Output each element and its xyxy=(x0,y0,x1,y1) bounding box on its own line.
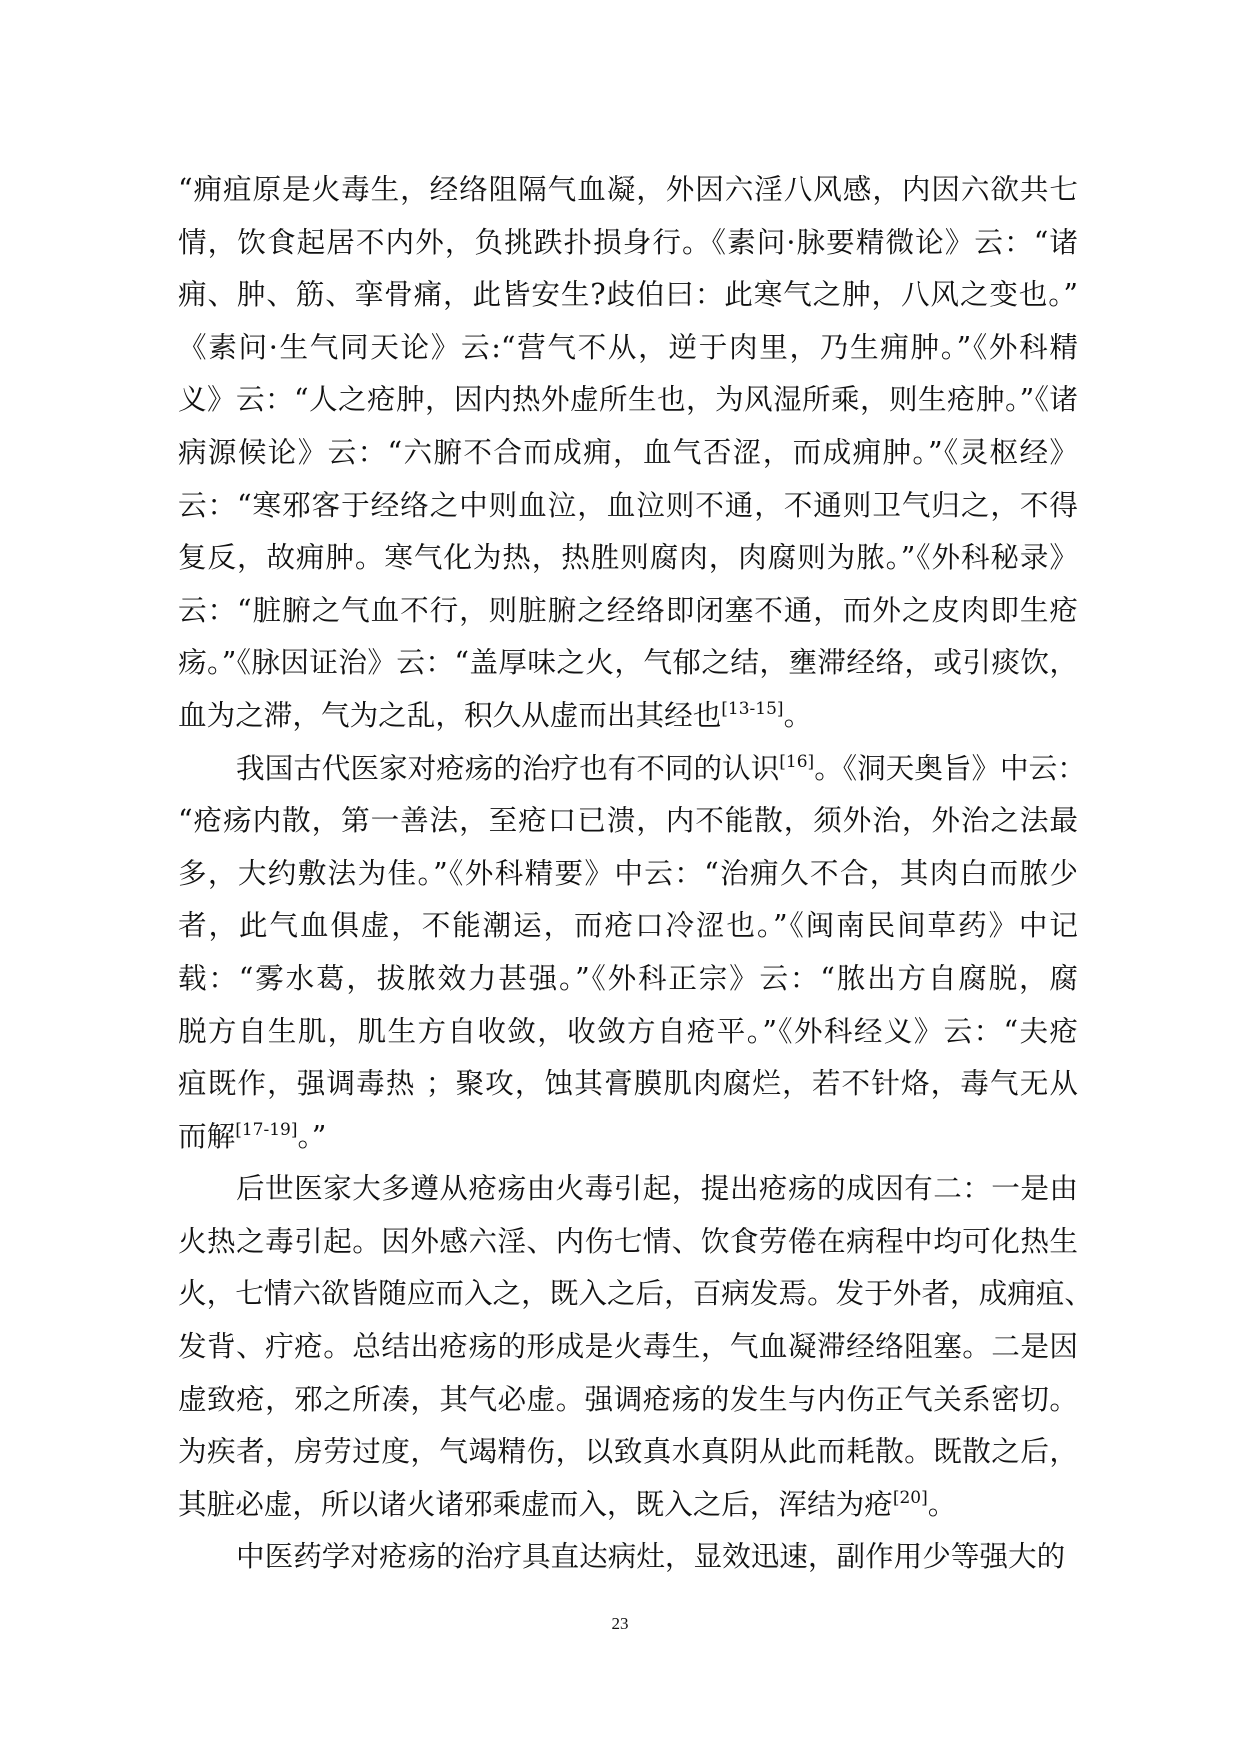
text-segment: 而解 xyxy=(178,1118,236,1153)
text-line xyxy=(178,1110,1078,1163)
text-segment: 中医药学对疮疡的治疗具直达病灶，显效迅速，副作用少等强大的 xyxy=(236,1539,1066,1574)
text-segment: 疡。”《脉因证治》云：“盖厚味之火，气郁之结，壅滞经络，或引痰饮， xyxy=(178,645,1078,680)
text-segment: 疽既作，强调毒热 ；聚攻，蚀其膏膜肌肉腐烂，若不针烙，毒气无从 xyxy=(178,1066,1078,1101)
text-line xyxy=(178,584,1078,637)
text-line xyxy=(178,479,1078,532)
text-line xyxy=(178,373,1078,426)
text-segment: 义》云：“人之疮肿，因内热外虚所生也，为风湿所乘，则生疮肿。”《诸 xyxy=(178,382,1078,417)
text-segment: 多，大约敷法为佳。”《外科精要》中云：“治痈久不合，其肉白而脓少 xyxy=(178,855,1078,890)
text-line xyxy=(178,163,1078,216)
text-segment: 。 xyxy=(783,697,813,732)
text-line xyxy=(178,531,1078,584)
text-segment: 血为之滞，气为之乱，积久从虚而出其经也 xyxy=(178,697,722,732)
text-segment: 病源候论》云：“六腑不合而成痈，血气否涩，而成痈肿。”《灵枢经》 xyxy=(178,434,1078,469)
citation-superscript: [17-19] xyxy=(235,1119,298,1140)
paragraph xyxy=(178,163,1078,742)
text-line xyxy=(178,1530,1078,1583)
text-line xyxy=(178,1005,1078,1058)
body-text xyxy=(178,163,1094,1583)
text-segment: 发背、疔疮。总结出疮疡的形成是火毒生，气血凝滞经络阻塞。二是因 xyxy=(178,1329,1078,1364)
page-number: 23 xyxy=(611,1614,629,1633)
paragraph xyxy=(178,1530,1078,1583)
text-line xyxy=(178,952,1078,1005)
text-line xyxy=(178,689,1078,742)
citation-superscript: [13-15] xyxy=(721,698,784,719)
text-line xyxy=(178,1320,1078,1373)
text-segment: 虚致疮，邪之所凑，其气必虚。强调疮疡的发生与内伤正气关系密切。 xyxy=(178,1381,1078,1416)
text-segment: 为疾者，房劳过度，气竭精伤，以致真水真阴从此而耗散。既散之后， xyxy=(178,1434,1078,1469)
text-line xyxy=(178,1425,1078,1478)
text-line xyxy=(178,899,1078,952)
text-segment: 其脏必虚，所以诸火诸邪乘虚而入，既入之后，浑结为疮 xyxy=(178,1486,893,1521)
text-segment: 《素问·生气同天论》云:“营气不从，逆于肉里，乃生痈肿。”《外科精 xyxy=(178,329,1078,364)
text-line xyxy=(178,1215,1078,1268)
text-segment: 复反，故痈肿。寒气化为热，热胜则腐肉，肉腐则为脓。”《外科秘录》 xyxy=(178,540,1078,575)
text-line xyxy=(178,1478,1078,1531)
text-segment: 云：“脏腑之气血不行，则脏腑之经络即闭塞不通，而外之皮肉即生疮 xyxy=(178,592,1078,627)
text-segment: 火热之毒引起。因外感六淫、内伤七情、饮食劳倦在病程中均可化热生 xyxy=(178,1223,1078,1258)
text-segment: 后世医家大多遵从疮疡由火毒引起，提出疮疡的成因有二：一是由 xyxy=(236,1171,1078,1206)
text-segment: 载：“雾水葛，拔脓效力甚强。”《外科正宗》云：“脓出方自腐脱，腐 xyxy=(178,960,1078,995)
text-segment: 。《洞天奥旨》中云： xyxy=(814,750,1086,785)
text-segment: “痈疽原是火毒生，经络阻隔气血凝，外因六淫八风感，内因六欲共七 xyxy=(178,172,1078,206)
text-line xyxy=(178,1057,1078,1110)
text-segment: 。” xyxy=(297,1118,327,1153)
text-line xyxy=(178,426,1078,479)
citation-superscript: [16] xyxy=(779,751,815,772)
text-segment: 者，此气血俱虚，不能潮运，而疮口冷涩也。”《闽南民间草药》中记 xyxy=(178,908,1078,943)
text-segment: 痈、肿、筋、挛骨痛，此皆安生?歧伯曰：此寒气之肿，八风之变也。” xyxy=(178,277,1078,312)
text-line xyxy=(178,636,1078,689)
text-line xyxy=(178,742,1086,795)
text-segment: 我国古代医家对疮疡的治疗也有不同的认识 xyxy=(236,750,780,785)
text-line xyxy=(178,1267,1094,1320)
text-line xyxy=(178,1373,1078,1426)
text-line xyxy=(178,794,1078,847)
text-segment: “疮疡内散，第一善法，至疮口已溃，内不能散，须外治，外治之法最 xyxy=(178,803,1078,838)
text-line xyxy=(178,847,1078,900)
citation-superscript: [20] xyxy=(892,1487,928,1508)
text-line xyxy=(178,321,1078,374)
text-line xyxy=(178,1162,1078,1215)
text-segment: 脱方自生肌，肌生方自收敛，收敛方自疮平。”《外科经义》云：“夫疮 xyxy=(178,1013,1078,1048)
text-line xyxy=(178,268,1078,321)
text-segment: 。 xyxy=(927,1486,957,1521)
text-segment: 情，饮食起居不内外，负挑跌扑损身行。《素问·脉要精微论》云：“诸 xyxy=(178,224,1078,259)
paragraph xyxy=(178,1162,1094,1530)
text-segment: 云：“寒邪客于经络之中则血泣，血泣则不通，不通则卫气归之，不得 xyxy=(178,487,1078,522)
text-segment: 火，七情六欲皆随应而入之，既入之后，百病发焉。发于外者，成痈疽、 xyxy=(178,1276,1094,1311)
paragraph xyxy=(178,742,1086,1163)
text-line xyxy=(178,216,1078,269)
